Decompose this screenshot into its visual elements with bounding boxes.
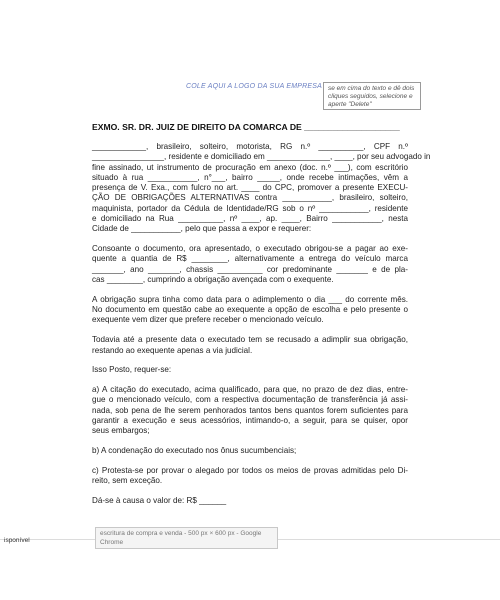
document-paragraph <box>92 466 408 487</box>
paragraph-line: Todavia até a presente data o executado tem se recusado a adimplir sua obrigação, <box>92 335 408 345</box>
paragraph-line: Dá-se à causa o valor de: R$ ______ <box>92 496 227 506</box>
document-paragraph <box>92 385 408 436</box>
paragraph-line: _______, ano _______, chassis __________ cor predominante _______ e de pla- <box>92 264 408 274</box>
paragraph-line: maquinista, portador da Cédula de Identidade/RG sob o nº ___________, residente <box>92 203 408 213</box>
document-paragraph <box>92 496 408 506</box>
paragraph-line: Consoante o documento, ora apresentado, o executado obrigou-se a pagar ao exe- <box>92 244 408 254</box>
paragraph-line: a) A citação do executado, acima qualificado, para que, no prazo de dez dias, entre- <box>92 385 408 395</box>
document-paragraph <box>92 446 408 456</box>
document-paragraph <box>92 335 408 356</box>
paragraph-line: fine assinado, ut instrumento de procuração em anexo (doc. n.º ___), com escritório <box>92 162 408 172</box>
paragraph-line: e domiciliado na Rua __________, nº ____, ap. ____, Bairro ___________, nesta <box>92 214 408 224</box>
paragraph-line: garantir a execução e seus acessórios, intimando-o, a seguir, para se quiser, opor <box>92 416 408 426</box>
paragraph-line: seus embargos; <box>92 426 150 436</box>
paragraph-line: No documento em questão cabe ao exequente a opção de escolha e pelo presente o <box>92 305 408 315</box>
document-paragraph <box>92 365 408 375</box>
paragraph-line: gue o mencionado veículo, com a respectiva documentação de transferência já assi- <box>92 395 408 405</box>
document-title: EXMO. SR. DR. JUIZ DE DIREITO DA COMARCA DE ____________________ <box>92 122 400 132</box>
paragraph-line: reito, sem exceção. <box>92 476 163 486</box>
paragraph-line: quente a quantia de R$ ________, alternativamente a entrega do veículo marca <box>92 254 408 264</box>
document-body <box>92 142 431 516</box>
document-paragraph <box>92 295 408 326</box>
document-paragraph <box>92 244 408 285</box>
logo-placeholder-text: COLE AQUI A LOGO DA SUA EMPRESA <box>186 83 322 90</box>
paragraph-line: cas ________, cumprindo a obrigação avençada com o exequente. <box>92 275 334 285</box>
instruction-tooltip: se em cima do texto e dê dois cliques seguidos, selecione e aperte "Delete" <box>323 82 421 110</box>
paragraph-line: restando ao exequente apenas a via judicial. <box>92 345 253 355</box>
paragraph-line: Cidade de ___________, pelo que passa a expor e requerer: <box>92 224 312 234</box>
paragraph-line: A obrigação supra tinha como data para o adimplemento o dia ___ do corrente mês. <box>92 294 408 304</box>
paragraph-line: exequente vem dizer que prefere receber o mencionado veículo. <box>92 315 324 325</box>
paragraph-line: presença de V. Exa., com fulcro no art. ____ do CPC, promover a presente EXECU- <box>92 183 408 193</box>
paragraph-line: Isso Posto, requer-se: <box>92 365 172 375</box>
document-paragraph <box>92 142 431 235</box>
status-text: isponível <box>4 537 30 544</box>
paragraph-line: ____________, brasileiro, solteiro, motorista, RG n.º __________, CPF n.º <box>92 142 408 151</box>
paragraph-line: nada, sob pena de lhe serem penhorados tantos bens quantos forem suficientes para <box>92 405 408 415</box>
browser-window-tooltip: escritura de compra e venda - 500 px × 600 px - Google Chrome <box>95 527 278 549</box>
paragraph-line: c) Protesta-se por provar o alegado por todos os meios de provas admitidas pelo Di- <box>92 465 408 475</box>
paragraph-line: ________________, residente e domiciliado em ______________, ____, por seu advogado in <box>92 152 431 162</box>
paragraph-line: ÇÃO DE OBRIGAÇÕES ALTERNATIVAS contra ___________, brasileiro, solteiro, <box>92 193 408 203</box>
paragraph-line: situado à rua ___________, n°___, bairro _____, onde recebe intimações, vêm a <box>92 172 408 182</box>
paragraph-line: b) A condenação do executado nos ônus sucumbenciais; <box>92 446 297 456</box>
